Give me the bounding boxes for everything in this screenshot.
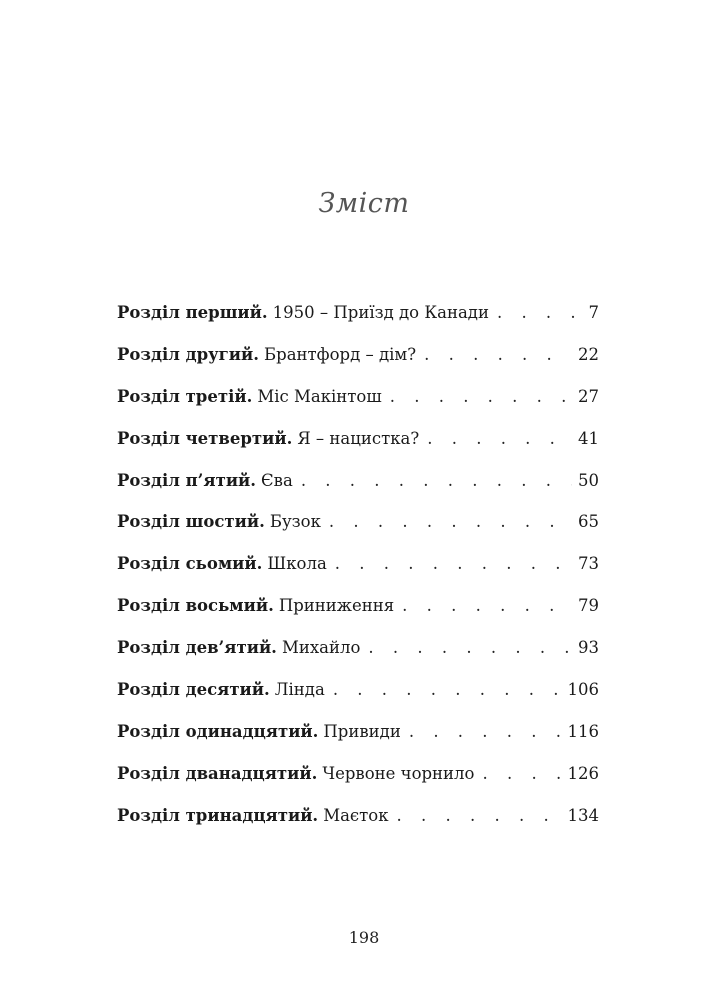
chapter-page-number: 41 bbox=[578, 428, 599, 448]
dot-leader bbox=[333, 675, 562, 705]
chapter-page-number: 73 bbox=[578, 554, 599, 574]
toc-entry bbox=[117, 507, 599, 549]
toc-entry bbox=[117, 759, 599, 801]
toc-entry bbox=[117, 340, 599, 382]
chapter-page-number: 50 bbox=[578, 470, 599, 490]
dot-leader bbox=[409, 717, 562, 747]
chapter-title: Школа bbox=[267, 554, 327, 574]
dot-leader bbox=[424, 340, 572, 370]
chapter-page-number: 7 bbox=[588, 303, 599, 322]
toc-list bbox=[117, 298, 599, 843]
chapter-title: Міс Макінтош bbox=[257, 386, 382, 406]
toc-entry bbox=[117, 424, 599, 466]
toc-entry bbox=[117, 717, 599, 759]
chapter-label: Розділ дванадцятий. bbox=[117, 763, 318, 783]
chapter-label: Розділ дев’ятий. bbox=[117, 638, 277, 658]
chapter-title: Привиди bbox=[323, 721, 401, 741]
chapter-title: Маєток bbox=[323, 805, 389, 825]
chapter-label: Розділ десятий. bbox=[117, 680, 270, 700]
chapter-title: Брантфорд – дім? bbox=[264, 344, 417, 364]
chapter-label: Розділ другий. bbox=[117, 344, 260, 364]
chapter-label: Розділ четвертий. bbox=[117, 428, 293, 448]
chapter-page-number: 106 bbox=[567, 680, 599, 700]
chapter-label: Розділ п’ятий. bbox=[117, 470, 257, 490]
chapter-title: Лінда bbox=[274, 680, 325, 700]
chapter-label: Розділ третій. bbox=[117, 386, 253, 406]
chapter-page-number: 65 bbox=[578, 512, 599, 532]
chapter-page-number: 93 bbox=[578, 638, 599, 658]
dot-leader bbox=[402, 591, 572, 621]
dot-leader bbox=[368, 633, 572, 663]
chapter-label: Розділ перший. bbox=[117, 303, 268, 322]
toc-entry bbox=[117, 466, 599, 508]
dot-leader bbox=[482, 759, 561, 789]
chapter-title: Я – нацистка? bbox=[297, 428, 420, 448]
chapter-title: Червоне чорнило bbox=[322, 763, 475, 783]
toc-entry bbox=[117, 591, 599, 633]
chapter-label: Розділ сьомий. bbox=[117, 554, 263, 574]
chapter-title: Єва bbox=[261, 470, 293, 490]
toc-entry bbox=[117, 298, 599, 340]
chapter-page-number: 79 bbox=[578, 596, 599, 616]
page-number: 198 bbox=[348, 928, 380, 947]
dot-leader bbox=[301, 466, 572, 496]
toc-entry bbox=[117, 549, 599, 591]
chapter-title: Приниження bbox=[278, 596, 395, 616]
chapter-label: Розділ одинадцятий. bbox=[117, 721, 319, 741]
dot-leader bbox=[329, 507, 572, 537]
toc-entry bbox=[117, 633, 599, 675]
chapter-label: Розділ восьмий. bbox=[117, 596, 274, 616]
chapter-page-number: 27 bbox=[578, 386, 599, 406]
toc-title: Зміст bbox=[318, 188, 410, 219]
toc-entry bbox=[117, 675, 599, 717]
dot-leader bbox=[390, 382, 572, 412]
chapter-page-number: 126 bbox=[567, 763, 599, 783]
dot-leader bbox=[335, 549, 572, 579]
dot-leader bbox=[397, 801, 562, 831]
dot-leader bbox=[497, 298, 583, 328]
chapter-label: Розділ шостий. bbox=[117, 512, 265, 532]
toc-entry bbox=[117, 801, 599, 843]
chapter-label: Розділ тринадцятий. bbox=[117, 805, 319, 825]
chapter-title: 1950 – Приїзд до Канади bbox=[272, 303, 489, 322]
dot-leader bbox=[427, 424, 572, 454]
toc-entry bbox=[117, 382, 599, 424]
chapter-page-number: 22 bbox=[578, 344, 599, 364]
chapter-page-number: 134 bbox=[567, 805, 599, 825]
chapter-page-number: 116 bbox=[567, 721, 599, 741]
chapter-title: Михайло bbox=[281, 638, 361, 658]
chapter-title: Бузок bbox=[269, 512, 321, 532]
